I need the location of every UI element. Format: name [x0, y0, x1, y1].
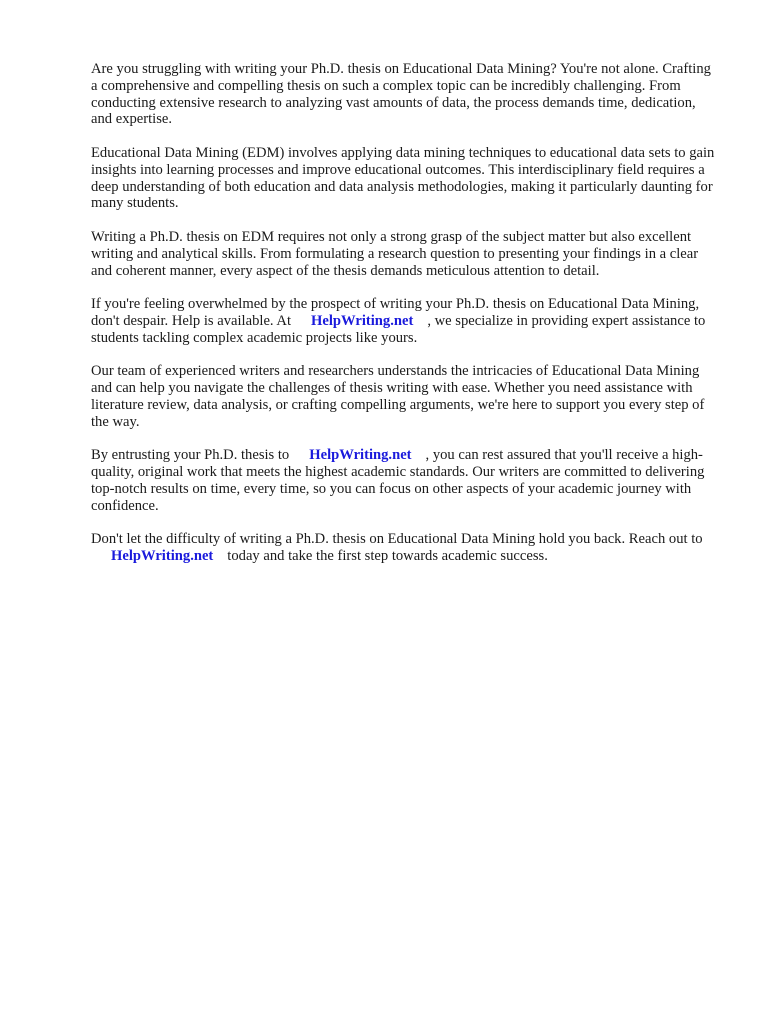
- paragraph-intro: Are you struggling with writing your Ph.D. thesis on Educational Data Mining? You're not alone. Crafting a comprehensive and compelling thesis on such a complex topic can be incredibly challenging. From conducting extensive research to analyzing vast amounts of data, the process demands time, dedication, and expertise.: [91, 61, 711, 128]
- paragraph-text: If you're feeling overwhelmed by the prospect of writing your Ph.D. thesis on Educational Data Mining, don't despair. Help is available. At: [91, 296, 700, 329]
- paragraph-text: By entrusting your Ph.D. thesis to: [91, 447, 290, 464]
- paragraph-thesis-requirements: Writing a Ph.D. thesis on EDM requires not only a strong grasp of the subject matter but also excellent writing and analytical skills. From formulating a research question to presenting your findings in a clear and coherent manner, every aspect of the thesis demands meticulous attention to detail.: [91, 228, 699, 279]
- paragraph-help-available: [91, 296, 716, 346]
- helpwriting-link[interactable]: HelpWriting.net: [311, 312, 414, 329]
- paragraph-text: , we specialize in providing expert assistance to students tackling complex academic projects like yours.: [91, 312, 706, 346]
- helpwriting-link[interactable]: HelpWriting.net: [309, 447, 412, 464]
- paragraph-entrusting: [91, 447, 716, 514]
- paragraph-text: today and take the first step towards academic success.: [227, 548, 548, 565]
- helpwriting-link[interactable]: HelpWriting.net: [111, 548, 214, 565]
- paragraph-text: Don't let the difficulty of writing a Ph.D. thesis on Educational Data Mining hold you back. Reach out to: [91, 531, 703, 548]
- paragraph-call-to-action: [91, 531, 716, 565]
- paragraph-team: Our team of experienced writers and researchers understands the intricacies of Educational Data Mining and can help you navigate the challenges of thesis writing with ease. Whether you need assistance with literature review, data analysis, or crafting compelling arguments, we're here to support you every step of the way.: [91, 363, 705, 430]
- document-body: [91, 61, 716, 582]
- paragraph-edm-definition: Educational Data Mining (EDM) involves applying data mining techniques to educational data sets to gain insights into learning processes and improve educational outcomes. This interdisciplinary field requires a deep understanding of both education and data analysis methodologies, making it particularly daunting for many students.: [91, 144, 715, 212]
- paragraph-text: , you can rest assured that you'll receive a high-quality, original work that meets the highest academic standards. Our writers are committed to delivering top-notch results on time, every time, so you can focus on other aspects of your academic journey with confidence.: [91, 447, 705, 514]
